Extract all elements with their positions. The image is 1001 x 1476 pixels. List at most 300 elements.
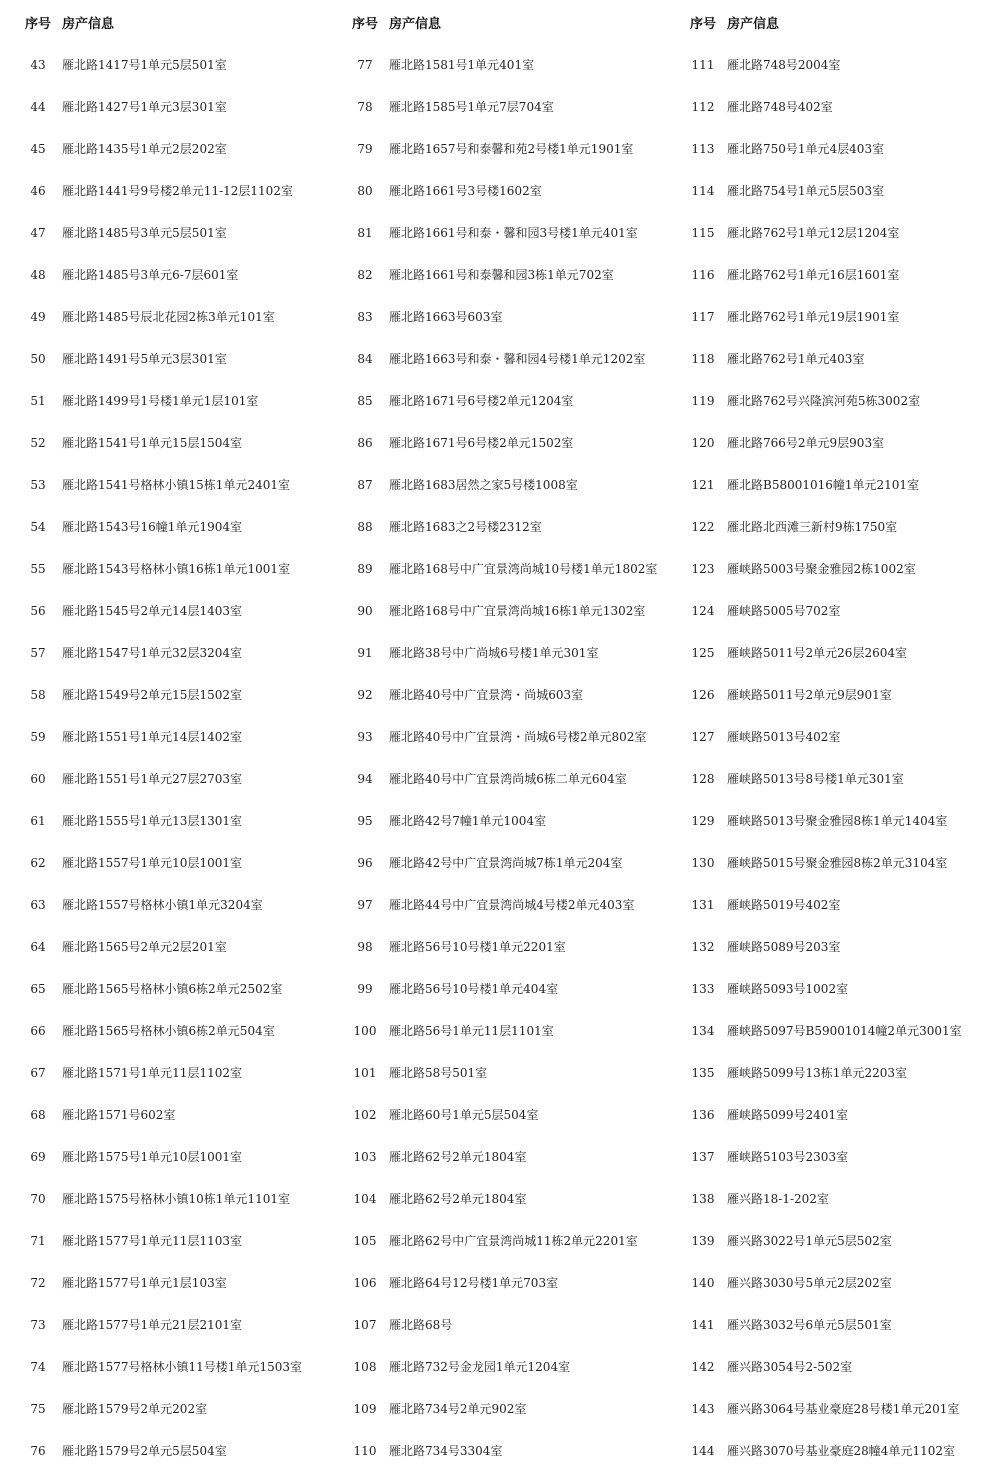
table-row [18,842,328,884]
row-property-info: 雁北路42号中广宜景湾尚城7栋1单元204室 [389,855,623,870]
table-row [18,212,328,254]
table-row [683,800,988,842]
table-row [345,1430,680,1472]
row-property-info: 雁北路748号402室 [727,99,833,114]
row-seq: 53 [30,477,46,492]
row-property-info: 雁峡路5093号1002室 [727,981,849,996]
row-seq: 121 [691,477,715,492]
row-property-info: 雁峡路5013号402室 [727,729,841,744]
row-property-info: 雁兴路3032号6单元5层501室 [727,1317,892,1332]
row-seq: 91 [357,645,373,660]
row-property-info: 雁峡路5099号2401室 [727,1107,849,1122]
row-property-info: 雁北路1545号2单元14层1403室 [62,603,242,618]
row-property-info: 雁北路1571号1单元11层1102室 [62,1065,242,1080]
row-property-info: 雁北路1543号16幢1单元1904室 [62,519,242,534]
row-seq: 81 [357,225,373,240]
table-row [683,380,988,422]
row-property-info: 雁北路1491号5单元3层301室 [62,351,227,366]
row-seq: 134 [691,1023,715,1038]
table-row [18,968,328,1010]
table-row [345,884,680,926]
row-seq: 114 [691,183,715,198]
row-seq: 141 [691,1317,715,1332]
table-row [345,1262,680,1304]
row-seq: 70 [30,1191,46,1206]
row-seq: 45 [30,141,46,156]
row-property-info: 雁北路1557号格林小镇1单元3204室 [62,897,263,912]
table-row [683,1220,988,1262]
table-row [683,422,988,464]
table-row [345,1346,680,1388]
row-property-info: 雁北路1485号3单元5层501室 [62,225,227,240]
row-property-info: 雁北路762号1单元12层1204室 [727,225,900,240]
table-row [18,1346,328,1388]
row-property-info: 雁北路1543号格林小镇16栋1单元1001室 [62,561,290,576]
row-property-info: 雁北路40号中广宜景湾尚城6栋二单元604室 [389,771,627,786]
row-seq: 57 [30,645,46,660]
row-property-info: 雁北路40号中广宜景湾・尚城6号楼2单元802室 [389,729,647,744]
table-row [18,1388,328,1430]
row-property-info: 雁峡路5013号聚金雅园8栋1单元1404室 [727,813,948,828]
row-seq: 103 [353,1149,377,1164]
table-row [683,968,988,1010]
row-property-info: 雁北路1683之2号楼2312室 [389,519,542,534]
table-row [345,1052,680,1094]
row-property-info: 雁北路1557号1单元10层1001室 [62,855,242,870]
row-seq: 122 [691,519,715,534]
table-row [683,590,988,632]
row-seq: 93 [357,729,373,744]
row-seq: 76 [30,1443,46,1458]
table-row [683,1388,988,1430]
row-seq: 100 [353,1023,377,1038]
table-row [683,128,988,170]
table-row [683,254,988,296]
row-property-info: 雁北路762号1单元19层1901室 [727,309,900,324]
row-property-info: 雁北路58号501室 [389,1065,488,1080]
row-property-info: 雁北路1671号6号楼2单元1204室 [389,393,574,408]
table-row [683,506,988,548]
row-seq: 92 [357,687,373,702]
row-seq: 62 [30,855,46,870]
row-property-info: 雁北路1547号1单元32层3204室 [62,645,242,660]
table-row [683,716,988,758]
row-seq: 65 [30,981,46,996]
table-row [683,758,988,800]
row-seq: 66 [30,1023,46,1038]
row-property-info: 雁北路1485号辰北花园2栋3单元101室 [62,309,275,324]
table-row [345,506,680,548]
row-seq: 117 [691,309,715,324]
row-seq: 56 [30,603,46,618]
row-seq: 54 [30,519,46,534]
row-property-info: 雁峡路5013号8号楼1单元301室 [727,771,904,786]
row-property-info: 雁北路1683居然之家5号楼1008室 [389,477,578,492]
table-row [683,884,988,926]
table-row [683,86,988,128]
row-seq: 52 [30,435,46,450]
row-property-info: 雁北路1565号格林小镇6栋2单元504室 [62,1023,275,1038]
header-seq: 序号 [24,16,51,32]
table-row [683,1136,988,1178]
table-row [18,674,328,716]
row-property-info: 雁北路1663号603室 [389,309,503,324]
table-row [345,926,680,968]
row-property-info: 雁北路1565号2单元2层201室 [62,939,227,954]
row-seq: 72 [30,1275,46,1290]
row-seq: 58 [30,687,46,702]
row-list [18,44,328,1472]
row-property-info: 雁北路168号中广宜景湾尚城16栋1单元1302室 [389,603,646,618]
column-header [683,0,988,44]
table-row [683,1430,988,1472]
row-seq: 71 [30,1233,46,1248]
row-seq: 144 [691,1443,715,1458]
row-seq: 104 [353,1191,377,1206]
row-property-info: 雁北路1427号1单元3层301室 [62,99,227,114]
table-row [683,1262,988,1304]
row-property-info: 雁兴路3064号基业豪庭28号楼1单元201室 [727,1401,960,1416]
header-seq: 序号 [351,16,378,32]
row-seq: 109 [353,1401,377,1416]
row-seq: 95 [357,813,373,828]
row-property-info: 雁北路北西滩三新村9栋1750室 [727,519,898,534]
row-property-info: 雁北路734号2单元902室 [389,1401,527,1416]
row-seq: 131 [691,897,715,912]
table-row [683,1304,988,1346]
row-property-info: 雁北路1663号和泰・馨和园4号楼1单元1202室 [389,351,646,366]
row-property-info: 雁北路762号1单元403室 [727,351,865,366]
row-seq: 43 [30,57,46,72]
row-seq: 50 [30,351,46,366]
row-property-info: 雁北路750号1单元4层403室 [727,141,885,156]
row-seq: 102 [353,1107,377,1122]
row-property-info: 雁北路60号1单元5层504室 [389,1107,539,1122]
row-seq: 113 [691,141,715,156]
row-seq: 126 [691,687,715,702]
table-row [18,338,328,380]
table-row [345,590,680,632]
row-seq: 87 [357,477,373,492]
row-seq: 106 [353,1275,377,1290]
row-property-info: 雁北路1575号1单元10层1001室 [62,1149,242,1164]
row-seq: 125 [691,645,715,660]
row-property-info: 雁北路B58001016幢1单元2101室 [727,477,920,492]
row-property-info: 雁北路1579号2单元5层504室 [62,1443,227,1458]
table-row [18,1262,328,1304]
table-row [18,86,328,128]
table-row [345,44,680,86]
row-property-info: 雁峡路5019号402室 [727,897,841,912]
table-row [683,338,988,380]
row-property-info: 雁北路1549号2单元15层1502室 [62,687,242,702]
row-seq: 139 [691,1233,715,1248]
table-row [18,254,328,296]
row-seq: 67 [30,1065,46,1080]
table-row [345,1220,680,1262]
row-seq: 98 [357,939,373,954]
table-row [683,212,988,254]
table-row [345,212,680,254]
row-seq: 105 [353,1233,377,1248]
table-row [683,548,988,590]
table-row [345,296,680,338]
row-property-info: 雁北路1571号602室 [62,1107,176,1122]
row-property-info: 雁峡路5015号聚金雅园8栋2单元3104室 [727,855,948,870]
table-row [18,1178,328,1220]
row-seq: 128 [691,771,715,786]
property-column-1 [18,0,328,1472]
row-seq: 96 [357,855,373,870]
property-column-2 [345,0,680,1472]
row-seq: 84 [357,351,373,366]
row-property-info: 雁峡路5005号702室 [727,603,841,618]
table-row [18,422,328,464]
row-seq: 143 [691,1401,715,1416]
row-property-info: 雁北路732号金龙园1单元1204室 [389,1359,571,1374]
row-property-info: 雁北路1541号格林小镇15栋1单元2401室 [62,477,290,492]
table-row [18,1430,328,1472]
row-property-info: 雁北路1661号和泰・馨和园3号楼1单元401室 [389,225,638,240]
table-row [18,926,328,968]
row-property-info: 雁北路1417号1单元5层501室 [62,57,227,72]
table-row [18,800,328,842]
row-property-info: 雁北路56号10号楼1单元404室 [389,981,559,996]
column-header [18,0,328,44]
row-seq: 142 [691,1359,715,1374]
row-property-info: 雁北路1671号6号楼2单元1502室 [389,435,574,450]
table-row [345,170,680,212]
table-row [18,170,328,212]
table-row [345,422,680,464]
table-row [345,674,680,716]
row-seq: 101 [353,1065,377,1080]
row-seq: 137 [691,1149,715,1164]
row-property-info: 雁北路1577号格林小镇11号楼1单元1503室 [62,1359,302,1374]
table-row [345,758,680,800]
row-seq: 69 [30,1149,46,1164]
column-header [345,0,680,44]
row-seq: 111 [691,57,715,72]
row-property-info: 雁峡路5011号2单元26层2604室 [727,645,907,660]
row-seq: 77 [357,57,373,72]
row-seq: 118 [691,351,715,366]
row-seq: 97 [357,897,373,912]
row-property-info: 雁北路168号中广宜景湾尚城10号楼1单元1802室 [389,561,658,576]
row-seq: 120 [691,435,715,450]
row-seq: 74 [30,1359,46,1374]
row-seq: 75 [30,1401,46,1416]
row-seq: 83 [357,309,373,324]
table-row [18,590,328,632]
row-property-info: 雁北路1661号3号楼1602室 [389,183,542,198]
row-seq: 80 [357,183,373,198]
row-property-info: 雁峡路5089号203室 [727,939,841,954]
row-seq: 73 [30,1317,46,1332]
table-row [345,128,680,170]
row-seq: 82 [357,267,373,282]
row-seq: 108 [353,1359,377,1374]
row-property-info: 雁北路1565号格林小镇6栋2单元2502室 [62,981,283,996]
header-seq: 序号 [689,16,716,32]
table-row [18,296,328,338]
row-property-info: 雁北路1541号1单元15层1504室 [62,435,242,450]
row-seq: 129 [691,813,715,828]
table-row [18,44,328,86]
row-property-info: 雁峡路5011号2单元9层901室 [727,687,892,702]
table-row [345,968,680,1010]
table-row [18,548,328,590]
row-property-info: 雁兴路3030号5单元2层202室 [727,1275,892,1290]
row-seq: 124 [691,603,715,618]
table-row [683,674,988,716]
row-property-info: 雁北路56号10号楼1单元2201室 [389,939,566,954]
table-row [18,1094,328,1136]
row-seq: 90 [357,603,373,618]
table-row [18,380,328,422]
table-row [18,758,328,800]
header-info: 房产信息 [62,16,115,32]
row-property-info: 雁北路62号2单元1804室 [389,1149,527,1164]
row-seq: 132 [691,939,715,954]
row-seq: 115 [691,225,715,240]
row-seq: 48 [30,267,46,282]
row-property-info: 雁北路734号3304室 [389,1443,503,1458]
row-seq: 107 [353,1317,377,1332]
table-row [345,548,680,590]
row-list [683,44,988,1472]
table-row [683,1178,988,1220]
row-seq: 44 [30,99,46,114]
table-row [18,128,328,170]
table-row [18,1010,328,1052]
row-property-info: 雁北路1577号1单元21层2101室 [62,1317,242,1332]
row-seq: 49 [30,309,46,324]
row-property-info: 雁北路40号中广宜景湾・尚城603室 [389,687,584,702]
table-row [683,1010,988,1052]
row-property-info: 雁北路62号中广宜景湾尚城11栋2单元2201室 [389,1233,638,1248]
row-property-info: 雁北路1435号1单元2层202室 [62,141,227,156]
table-row [345,254,680,296]
row-property-info: 雁北路762号兴隆滨河苑5栋3002室 [727,393,921,408]
table-row [683,1052,988,1094]
row-property-info: 雁北路1551号1单元27层2703室 [62,771,242,786]
row-seq: 94 [357,771,373,786]
table-row [683,1346,988,1388]
table-row [18,506,328,548]
row-property-info: 雁北路1499号1号楼1单元1层101室 [62,393,259,408]
row-property-info: 雁北路1581号1单元401室 [389,57,535,72]
row-seq: 63 [30,897,46,912]
row-property-info: 雁峡路5097号B59001014幢2单元3001室 [727,1023,962,1038]
table-row [345,380,680,422]
row-property-info: 雁北路56号1单元11层1101室 [389,1023,554,1038]
row-seq: 130 [691,855,715,870]
row-seq: 133 [691,981,715,996]
row-property-info: 雁北路1577号1单元11层1103室 [62,1233,242,1248]
row-property-info: 雁北路42号7幢1单元1004室 [389,813,547,828]
row-seq: 135 [691,1065,715,1080]
table-row [345,338,680,380]
table-row [18,632,328,674]
table-row [18,1136,328,1178]
header-info: 房产信息 [727,16,780,32]
row-property-info: 雁峡路5003号聚金雅园2栋1002室 [727,561,916,576]
table-row [345,632,680,674]
row-seq: 116 [691,267,715,282]
table-row [345,1136,680,1178]
row-seq: 136 [691,1107,715,1122]
row-property-info: 雁北路1661号和泰馨和园3栋1单元702室 [389,267,614,282]
row-seq: 64 [30,939,46,954]
table-row [345,464,680,506]
row-property-info: 雁北路68号 [389,1317,453,1332]
row-property-info: 雁北路62号2单元1804室 [389,1191,527,1206]
row-property-info: 雁北路762号1单元16层1601室 [727,267,900,282]
row-seq: 112 [691,99,715,114]
row-seq: 68 [30,1107,46,1122]
table-row [345,1094,680,1136]
table-row [345,86,680,128]
table-row [345,716,680,758]
row-property-info: 雁北路1657号和泰馨和苑2号楼1单元1901室 [389,141,634,156]
table-row [18,1304,328,1346]
row-property-info: 雁北路1551号1单元14层1402室 [62,729,242,744]
table-row [683,464,988,506]
row-property-info: 雁北路1441号9号楼2单元11-12层1102室 [62,183,293,198]
table-row [18,716,328,758]
property-column-3 [683,0,988,1472]
table-row [18,1052,328,1094]
row-seq: 88 [357,519,373,534]
row-seq: 79 [357,141,373,156]
table-row [345,1178,680,1220]
row-seq: 89 [357,561,373,576]
row-property-info: 雁兴路18-1-202室 [727,1191,829,1206]
row-seq: 47 [30,225,46,240]
table-row [683,170,988,212]
row-property-info: 雁北路1485号3单元6-7层601室 [62,267,239,282]
row-property-info: 雁北路1577号1单元1层103室 [62,1275,227,1290]
table-row [345,800,680,842]
row-seq: 85 [357,393,373,408]
row-property-info: 雁兴路3054号2-502室 [727,1359,853,1374]
row-seq: 99 [357,981,373,996]
row-seq: 55 [30,561,46,576]
row-property-info: 雁峡路5099号13栋1单元2203室 [727,1065,907,1080]
row-seq: 140 [691,1275,715,1290]
row-seq: 61 [30,813,46,828]
row-property-info: 雁北路1575号格林小镇10栋1单元1101室 [62,1191,290,1206]
row-property-info: 雁北路44号中广宜景湾尚城4号楼2单元403室 [389,897,635,912]
row-property-info: 雁北路64号12号楼1单元703室 [389,1275,559,1290]
row-seq: 51 [30,393,46,408]
row-seq: 123 [691,561,715,576]
table-row [18,884,328,926]
row-seq: 59 [30,729,46,744]
row-property-info: 雁北路1579号2单元202室 [62,1401,208,1416]
row-seq: 138 [691,1191,715,1206]
row-seq: 78 [357,99,373,114]
table-row [683,842,988,884]
table-row [683,926,988,968]
table-row [683,296,988,338]
row-property-info: 雁北路748号2004室 [727,57,841,72]
row-property-info: 雁北路1585号1单元7层704室 [389,99,554,114]
header-info: 房产信息 [389,16,442,32]
table-row [18,1220,328,1262]
row-property-info: 雁兴路3022号1单元5层502室 [727,1233,892,1248]
